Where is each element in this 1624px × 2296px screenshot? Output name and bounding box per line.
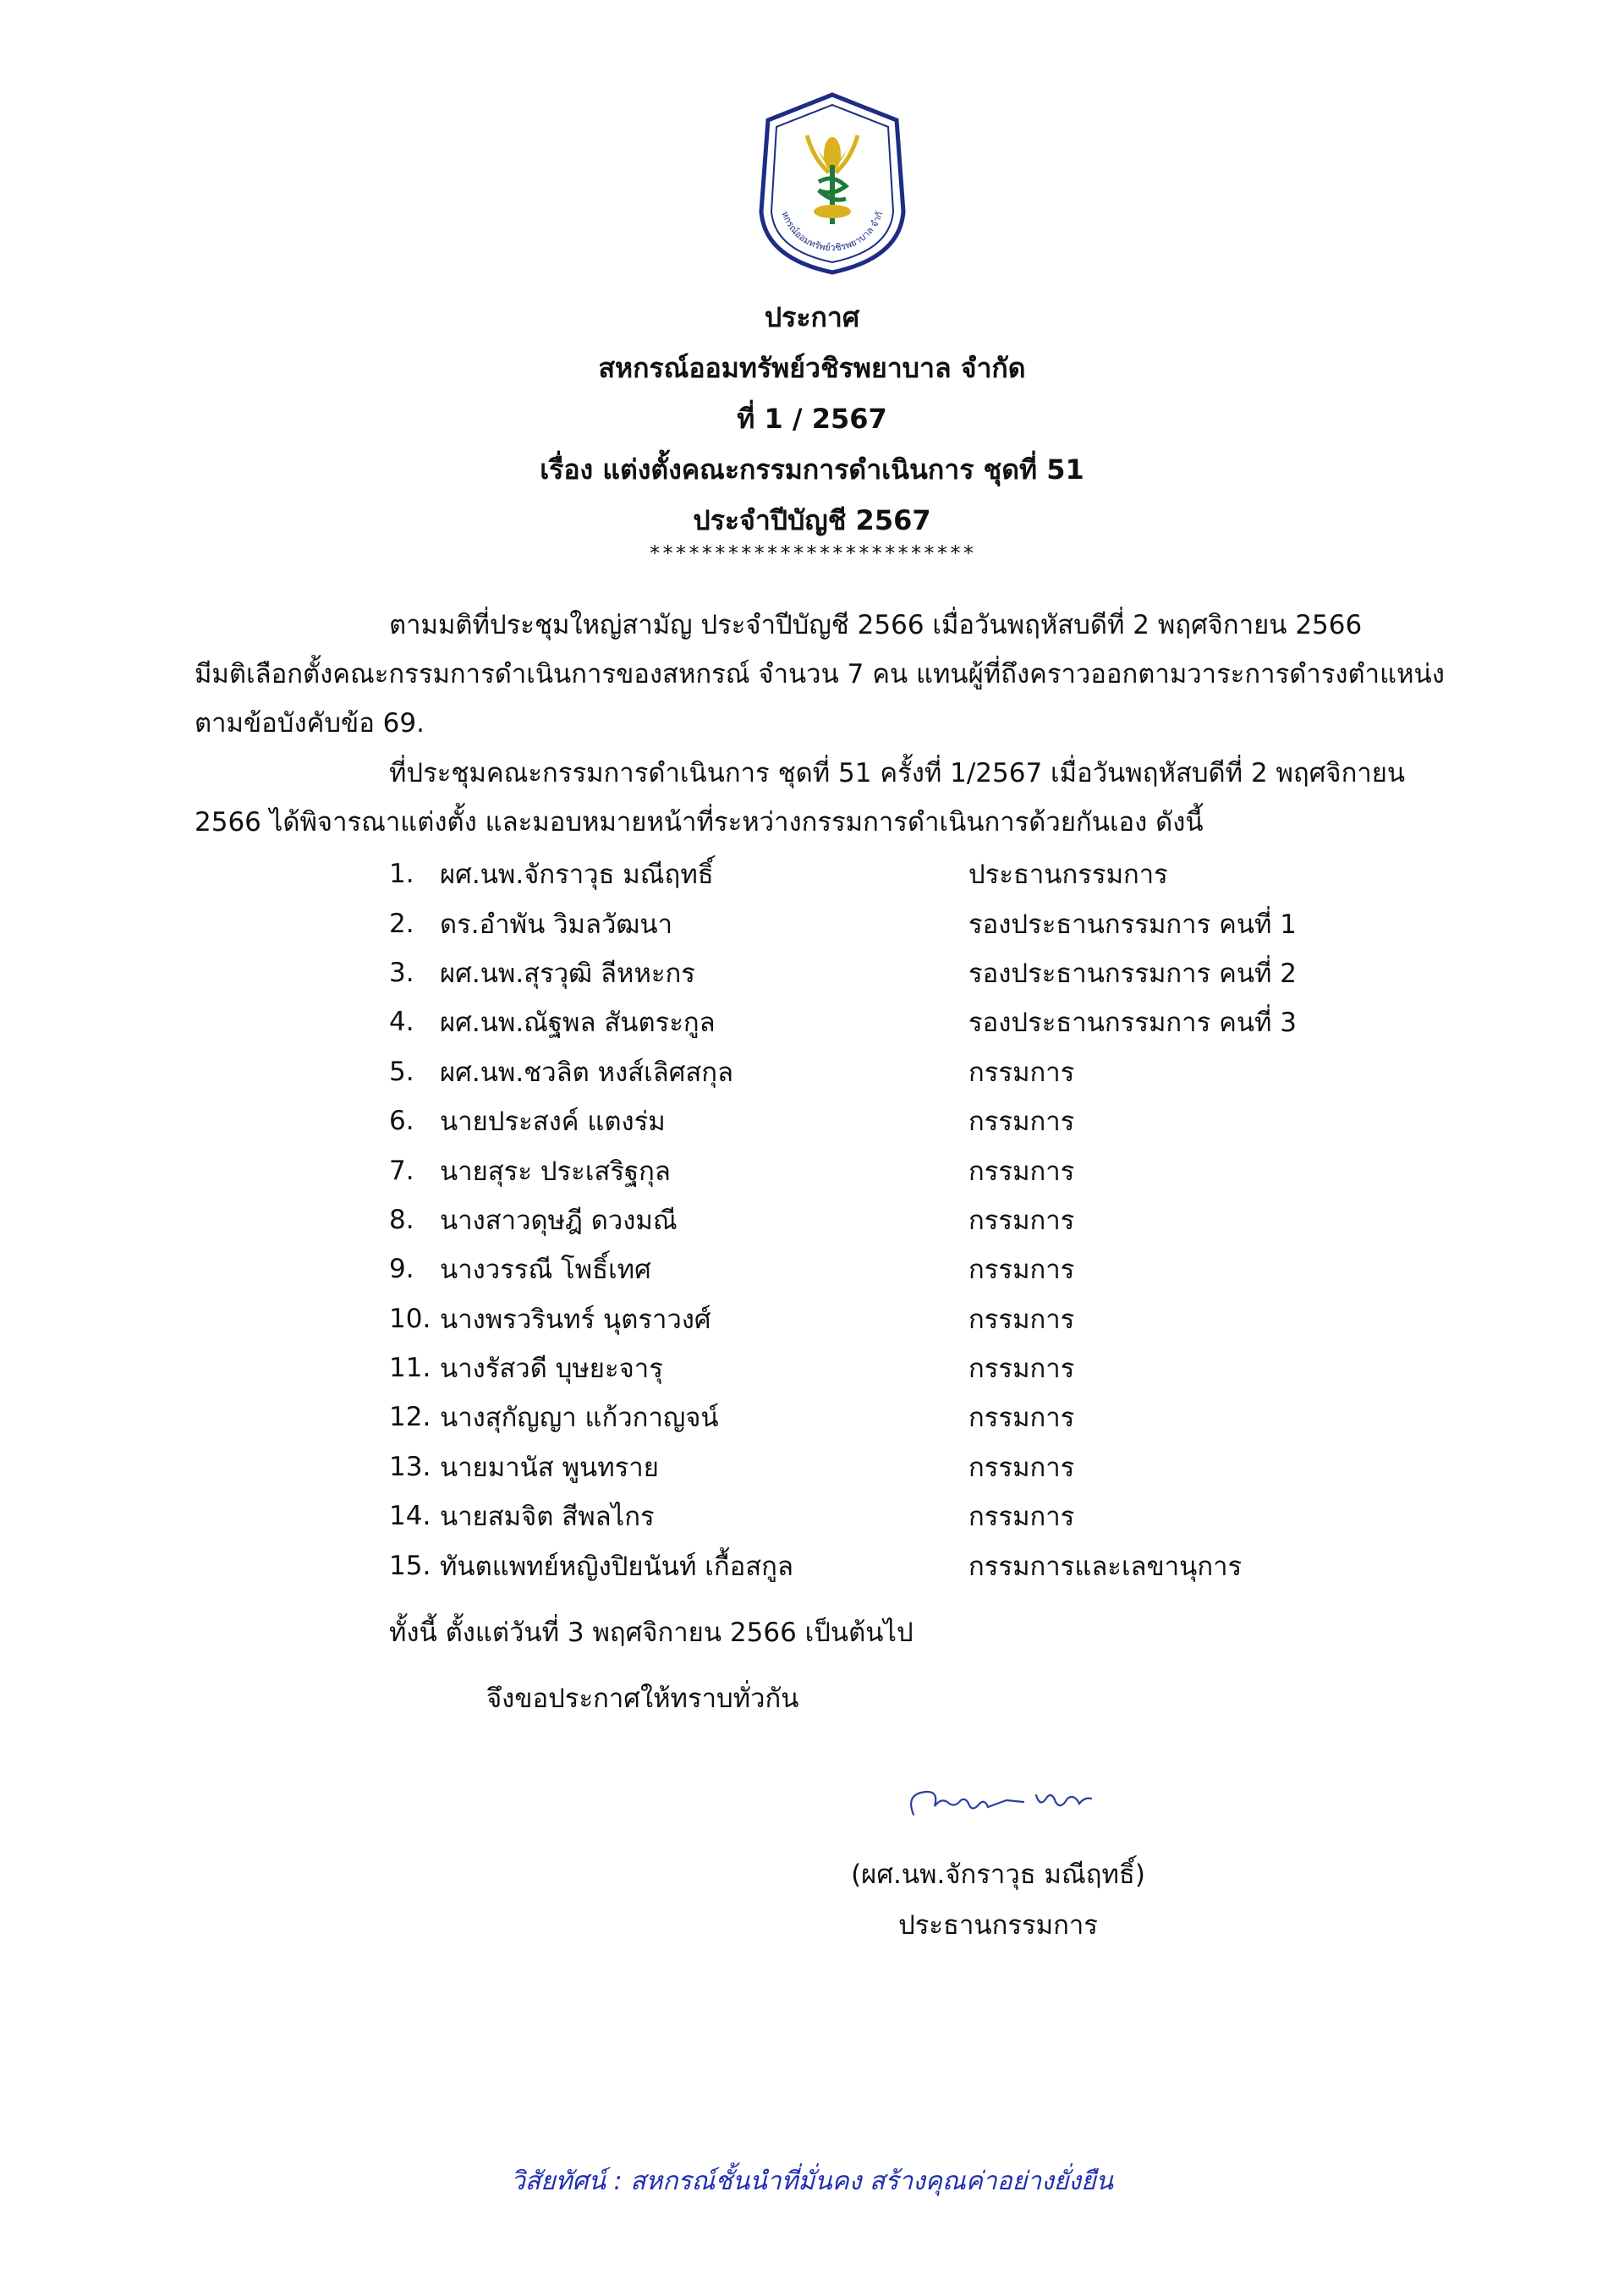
member-role: กรรมการ bbox=[968, 1205, 1075, 1236]
member-name: นางพรวรินทร์ นุตราวงศ์ bbox=[440, 1304, 711, 1335]
member-name: ผศ.นพ.ณัฐพล สันตระกูล bbox=[440, 1008, 716, 1039]
member-name: นางวรรณี โพธิ์เทศ bbox=[440, 1255, 651, 1286]
paragraph-meeting bbox=[195, 749, 1463, 847]
member-role: กรรมการ bbox=[968, 1403, 1075, 1434]
member-name: นายประสงค์ แตงร่ม bbox=[440, 1107, 666, 1138]
list-item bbox=[389, 1343, 1404, 1392]
member-role: กรรมการ bbox=[968, 1156, 1075, 1187]
member-name: นางสาวดุษฎี ดวงมณี bbox=[440, 1205, 678, 1236]
member-role: รองประธานกรรมการ คนที่ 2 bbox=[968, 958, 1298, 989]
signatory-name: (ผศ.นพ.จักราวุธ มณีฤทธิ์) bbox=[851, 1859, 1145, 1890]
announcement-number: ที่ 1 / 2567 bbox=[737, 403, 887, 435]
member-number: 6. bbox=[389, 1106, 414, 1137]
member-number: 3. bbox=[389, 957, 414, 988]
member-role: กรรมการ bbox=[968, 1452, 1075, 1483]
member-number: 9. bbox=[389, 1254, 414, 1285]
member-name: นายสุระ ประเสริฐกุล bbox=[440, 1156, 671, 1187]
paragraph-line: ตามมติที่ประชุมใหญ่สามัญ ประจำปีบัญชี 2566 เมื่อวันพฤหัสบดีที่ 2 พฤศจิกายน 2566 bbox=[389, 610, 1363, 640]
member-number: 2. bbox=[389, 908, 414, 939]
member-name: นายมานัส พูนทราย bbox=[440, 1452, 659, 1483]
header-divider: ************************* bbox=[648, 541, 976, 565]
announcement-label: ประกาศ bbox=[764, 301, 860, 333]
list-item bbox=[389, 1294, 1404, 1343]
member-role: ประธานกรรมการ bbox=[968, 860, 1168, 891]
list-item bbox=[389, 1145, 1404, 1195]
member-role: กรรมการ bbox=[968, 1057, 1075, 1088]
member-name: นางรัสวดี บุษยะจารุ bbox=[440, 1354, 663, 1385]
cooperative-logo bbox=[748, 85, 917, 288]
member-name: ดร.อำพัน วิมลวัฒนา bbox=[440, 909, 672, 940]
list-item bbox=[389, 1541, 1404, 1590]
list-item bbox=[389, 1244, 1404, 1294]
committee-member-list bbox=[389, 849, 1404, 1590]
list-item bbox=[389, 1047, 1404, 1096]
member-number: 14. bbox=[389, 1501, 431, 1532]
member-number: 8. bbox=[389, 1204, 414, 1235]
member-number: 5. bbox=[389, 1056, 414, 1087]
list-item bbox=[389, 1442, 1404, 1491]
member-role: กรรมการ bbox=[968, 1304, 1075, 1335]
paragraph-resolution bbox=[195, 601, 1463, 748]
announce-statement: จึงขอประกาศให้ทราบทั่วกัน bbox=[486, 1684, 799, 1714]
paragraph-line: มีมติเลือกตั้งคณะกรรมการดำเนินการของสหกรณ์ จำนวน 7 คน แทนผู้ที่ถึงคราวออกตามวาระการดำรงตำแหน่ง bbox=[195, 659, 1445, 689]
list-item bbox=[389, 997, 1404, 1046]
list-item bbox=[389, 898, 1404, 948]
fiscal-year: ประจำปีบัญชี 2567 bbox=[693, 504, 931, 536]
announcement-subject: เรื่อง แต่งตั้งคณะกรรมการดำเนินการ ชุดที่ 51 bbox=[540, 453, 1084, 486]
member-role: กรรมการ bbox=[968, 1255, 1075, 1286]
effective-date: ทั้งนี้ ตั้งแต่วันที่ 3 พฤศจิกายน 2566 เป็นต้นไป bbox=[389, 1618, 914, 1648]
member-role: รองประธานกรรมการ คนที่ 3 bbox=[968, 1008, 1298, 1039]
list-item bbox=[389, 849, 1404, 898]
announcement-header bbox=[0, 292, 1624, 546]
logo-emblem-icon bbox=[748, 85, 917, 288]
member-name: ผศ.นพ.สุรวุฒิ ลีหหะกร bbox=[440, 958, 695, 989]
list-item bbox=[389, 1392, 1404, 1442]
member-role: กรรมการและเลขานุการ bbox=[968, 1551, 1243, 1582]
list-item bbox=[389, 1491, 1404, 1541]
member-number: 10. bbox=[389, 1303, 431, 1334]
logo-ring-text: หกรณ์ออมทรัพย์วชิรพยาบาล จำกั bbox=[779, 210, 886, 254]
vision-statement: วิสัยทัศน์ : สหกรณ์ชั้นนำที่มั่นคง สร้างคุณค่าอย่างยั่งยืน bbox=[510, 2167, 1114, 2196]
signatory-title: ประธานกรรมการ bbox=[898, 1910, 1098, 1941]
member-role: รองประธานกรรมการ คนที่ 1 bbox=[968, 909, 1298, 940]
paragraph-line: 2566 ได้พิจารณาแต่งตั้ง และมอบหมายหน้าที่ระหว่างกรรมการดำเนินการด้วยกันเอง ดังนี้ bbox=[195, 807, 1204, 838]
member-name: นางสุกัญญา แก้วกาญจน์ bbox=[440, 1403, 719, 1434]
list-item bbox=[389, 1096, 1404, 1145]
member-name: ผศ.นพ.ชวลิต หงส์เลิศสกุล bbox=[440, 1057, 734, 1088]
member-number: 13. bbox=[389, 1451, 431, 1482]
member-name: ทันตแพทย์หญิงปิยนันท์ เกื้อสกูล bbox=[440, 1551, 793, 1582]
member-number: 15. bbox=[389, 1550, 431, 1581]
list-item bbox=[389, 1195, 1404, 1244]
organization-name: สหกรณ์ออมทรัพย์วชิรพยาบาล จำกัด bbox=[598, 352, 1026, 384]
paragraph-line: ที่ประชุมคณะกรรมการดำเนินการ ชุดที่ 51 ครั้งที่ 1/2567 เมื่อวันพฤหัสบดีที่ 2 พฤศจิกายน bbox=[389, 758, 1406, 788]
member-number: 12. bbox=[389, 1402, 431, 1433]
member-name: นายสมจิต สีพลไกร bbox=[440, 1502, 655, 1533]
member-number: 11. bbox=[389, 1353, 431, 1384]
member-name: ผศ.นพ.จักราวุธ มณีฤทธิ์ bbox=[440, 860, 714, 891]
list-item bbox=[389, 948, 1404, 997]
member-number: 7. bbox=[389, 1155, 414, 1186]
member-role: กรรมการ bbox=[968, 1107, 1075, 1138]
paragraph-line: ตามข้อบังคับข้อ 69. bbox=[195, 708, 425, 739]
handwritten-signature bbox=[888, 1768, 1142, 1836]
member-role: กรรมการ bbox=[968, 1354, 1075, 1385]
member-number: 1. bbox=[389, 859, 414, 890]
member-number: 4. bbox=[389, 1007, 414, 1038]
member-role: กรรมการ bbox=[968, 1502, 1075, 1533]
